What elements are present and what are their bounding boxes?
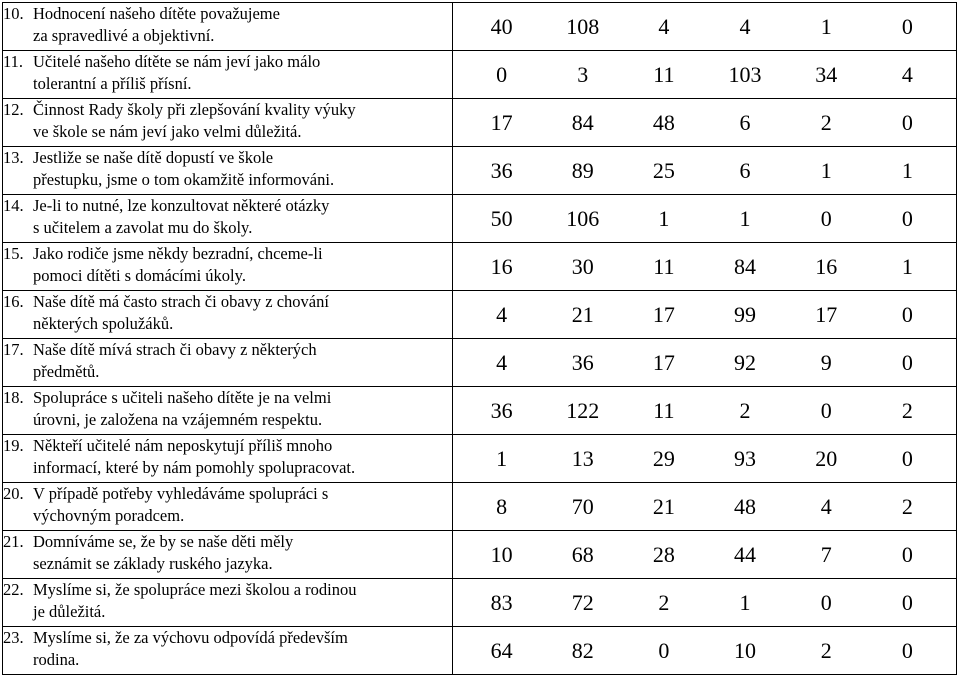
response-counts (453, 483, 956, 530)
question-line (3, 291, 452, 335)
response-count: 40 (490, 13, 513, 39)
response-count: 11 (653, 397, 675, 423)
question-text: Myslíme si, že za výchovu odpovídá především rodina. (33, 628, 348, 669)
response-count: 93 (734, 445, 757, 471)
question-number: 14. (3, 196, 24, 215)
response-count: 1 (901, 253, 913, 279)
question-cell (3, 483, 453, 531)
response-count: 64 (490, 637, 513, 663)
question-text: Spolupráce s učiteli našeho dítěte je na velmi úrovni, je založena na vzájemném respektu. (33, 388, 332, 429)
question-number: 21. (3, 532, 24, 551)
response-count: 36 (490, 397, 513, 423)
response-count: 0 (901, 637, 913, 663)
response-counts (453, 147, 956, 194)
response-count: 1 (901, 157, 913, 183)
question-number: 18. (3, 388, 24, 407)
response-count: 4 (658, 13, 670, 39)
response-count: 108 (566, 13, 600, 39)
response-count: 6 (739, 109, 751, 135)
survey-table-body (3, 3, 957, 675)
response-count: 21 (571, 301, 594, 327)
response-count: 30 (571, 253, 594, 279)
response-count: 17 (490, 109, 513, 135)
response-count: 48 (652, 109, 675, 135)
response-counts (453, 435, 956, 482)
response-counts (453, 99, 956, 146)
response-count: 72 (571, 589, 594, 615)
response-count: 0 (820, 397, 832, 423)
response-count: 4 (820, 493, 832, 519)
response-counts-cell (453, 627, 957, 675)
response-counts-cell (453, 195, 957, 243)
response-count: 0 (496, 61, 508, 87)
response-count: 17 (652, 301, 675, 327)
question-cell (3, 531, 453, 579)
question-number: 19. (3, 436, 24, 455)
response-count: 21 (652, 493, 675, 519)
question-line (3, 531, 452, 575)
table-row (3, 387, 957, 435)
response-count: 6 (739, 157, 751, 183)
response-count: 1 (739, 205, 751, 231)
question-line (3, 387, 452, 431)
question-cell (3, 579, 453, 627)
question-number: 11. (3, 52, 24, 71)
question-text: Někteří učitelé nám neposkytují příliš mnoho informací, které by nám pomohly spolupracovat. (33, 436, 356, 477)
question-text: Naše dítě mívá strach či obavy z některých předmětů. (33, 340, 317, 381)
question-cell (3, 147, 453, 195)
response-counts-cell (453, 435, 957, 483)
question-number: 16. (3, 292, 24, 311)
response-counts (453, 339, 956, 386)
question-cell (3, 339, 453, 387)
question-number: 23. (3, 628, 24, 647)
response-count: 4 (901, 61, 913, 87)
question-text: Činnost Rady školy při zlepšování kvality výuky ve škole se nám jeví jako velmi důležitá. (33, 100, 356, 141)
response-count: 0 (901, 589, 913, 615)
response-count: 36 (571, 349, 594, 375)
table-row (3, 531, 957, 579)
response-count: 17 (815, 301, 838, 327)
response-count: 0 (901, 349, 913, 375)
response-count: 106 (566, 205, 600, 231)
response-count: 16 (815, 253, 838, 279)
question-number: 20. (3, 484, 24, 503)
response-counts-cell (453, 147, 957, 195)
response-counts-cell (453, 483, 957, 531)
response-count: 2 (901, 493, 913, 519)
response-count: 2 (739, 397, 751, 423)
response-count: 89 (571, 157, 594, 183)
response-counts (453, 195, 956, 242)
question-cell (3, 51, 453, 99)
response-count: 17 (652, 349, 675, 375)
response-count: 103 (728, 61, 762, 87)
question-text: Myslíme si, že spolupráce mezi školou a rodinou je důležitá. (33, 580, 357, 621)
response-count: 1 (820, 157, 832, 183)
question-cell (3, 3, 453, 51)
response-count: 122 (566, 397, 600, 423)
question-text: Učitelé našeho dítěte se nám jeví jako málo tolerantní a příliš přísní. (33, 52, 321, 93)
question-line (3, 579, 452, 623)
response-count: 28 (652, 541, 675, 567)
response-count: 1 (820, 13, 832, 39)
question-cell (3, 99, 453, 147)
table-row (3, 435, 957, 483)
question-cell (3, 435, 453, 483)
response-count: 29 (652, 445, 675, 471)
response-counts-cell (453, 339, 957, 387)
table-row (3, 627, 957, 675)
response-count: 4 (496, 301, 508, 327)
response-count: 10 (490, 541, 513, 567)
question-line (3, 339, 452, 383)
response-count: 0 (901, 205, 913, 231)
response-count: 11 (653, 61, 675, 87)
response-count: 34 (815, 61, 838, 87)
response-count: 7 (820, 541, 832, 567)
response-counts (453, 387, 956, 434)
response-count: 25 (652, 157, 675, 183)
response-count: 16 (490, 253, 513, 279)
question-cell (3, 291, 453, 339)
question-number: 22. (3, 580, 24, 599)
response-count: 9 (820, 349, 832, 375)
table-row (3, 483, 957, 531)
response-counts (453, 243, 956, 290)
response-counts-cell (453, 291, 957, 339)
response-counts (453, 579, 956, 626)
response-count: 0 (820, 589, 832, 615)
response-count: 48 (734, 493, 757, 519)
table-row (3, 339, 957, 387)
table-row (3, 195, 957, 243)
question-line (3, 435, 452, 479)
question-line (3, 243, 452, 287)
response-count: 8 (496, 493, 508, 519)
response-count: 3 (577, 61, 589, 87)
response-count: 11 (653, 253, 675, 279)
response-count: 4 (496, 349, 508, 375)
response-count: 0 (901, 541, 913, 567)
response-count: 84 (571, 109, 594, 135)
question-line (3, 483, 452, 527)
question-number: 10. (3, 4, 24, 23)
response-count: 83 (490, 589, 513, 615)
question-text: V případě potřeby vyhledáváme spolupráci s výchovným poradcem. (33, 484, 329, 525)
question-number: 17. (3, 340, 24, 359)
response-counts-cell (453, 579, 957, 627)
response-count: 0 (901, 13, 913, 39)
response-count: 1 (658, 205, 670, 231)
response-counts-cell (453, 243, 957, 291)
response-counts-cell (453, 531, 957, 579)
response-count: 44 (734, 541, 757, 567)
question-line (3, 195, 452, 239)
question-text: Hodnocení našeho dítěte považujeme za spravedlivé a objektivní. (33, 4, 280, 45)
response-count: 0 (820, 205, 832, 231)
table-row (3, 51, 957, 99)
response-count: 92 (734, 349, 757, 375)
response-count: 2 (820, 637, 832, 663)
question-line (3, 627, 452, 671)
response-counts-cell (453, 387, 957, 435)
table-row (3, 99, 957, 147)
response-count: 2 (901, 397, 913, 423)
question-cell (3, 195, 453, 243)
table-row (3, 147, 957, 195)
question-line (3, 3, 452, 47)
response-count: 1 (496, 445, 508, 471)
question-cell (3, 627, 453, 675)
response-counts (453, 291, 956, 338)
question-number: 15. (3, 244, 24, 263)
response-counts (453, 51, 956, 98)
question-cell (3, 387, 453, 435)
response-count: 13 (571, 445, 594, 471)
response-count: 82 (571, 637, 594, 663)
response-count: 1 (739, 589, 751, 615)
question-number: 13. (3, 148, 24, 167)
response-counts-cell (453, 99, 957, 147)
response-count: 99 (734, 301, 757, 327)
response-count: 4 (739, 13, 751, 39)
question-line (3, 147, 452, 191)
response-counts-cell (453, 51, 957, 99)
question-number: 12. (3, 100, 24, 119)
survey-results-table (2, 2, 957, 675)
table-row (3, 3, 957, 51)
table-row (3, 579, 957, 627)
response-count: 50 (490, 205, 513, 231)
table-row (3, 243, 957, 291)
response-count: 0 (901, 109, 913, 135)
question-text: Jestliže se naše dítě dopustí ve škole přestupku, jsme o tom okamžitě informováni. (33, 148, 335, 189)
response-count: 2 (820, 109, 832, 135)
response-count: 84 (734, 253, 757, 279)
response-counts (453, 531, 956, 578)
table-row (3, 291, 957, 339)
response-counts (453, 627, 956, 674)
response-count: 2 (658, 589, 670, 615)
question-line (3, 51, 452, 95)
response-count: 0 (901, 301, 913, 327)
response-count: 10 (734, 637, 757, 663)
response-counts-cell (453, 3, 957, 51)
question-line (3, 99, 452, 143)
question-cell (3, 243, 453, 291)
response-count: 68 (571, 541, 594, 567)
response-count: 36 (490, 157, 513, 183)
response-count: 0 (658, 637, 670, 663)
response-count: 0 (901, 445, 913, 471)
question-text: Domníváme se, že by se naše děti měly seznámit se základy ruského jazyka. (33, 532, 294, 573)
response-counts (453, 3, 956, 50)
response-count: 20 (815, 445, 838, 471)
question-text: Jako rodiče jsme někdy bezradní, chceme-li pomoci dítěti s domácími úkoly. (33, 244, 323, 285)
question-text: Je-li to nutné, lze konzultovat některé otázky s učitelem a zavolat mu do školy. (33, 196, 330, 237)
question-text: Naše dítě má často strach či obavy z chování některých spolužáků. (33, 292, 329, 333)
response-count: 70 (571, 493, 594, 519)
